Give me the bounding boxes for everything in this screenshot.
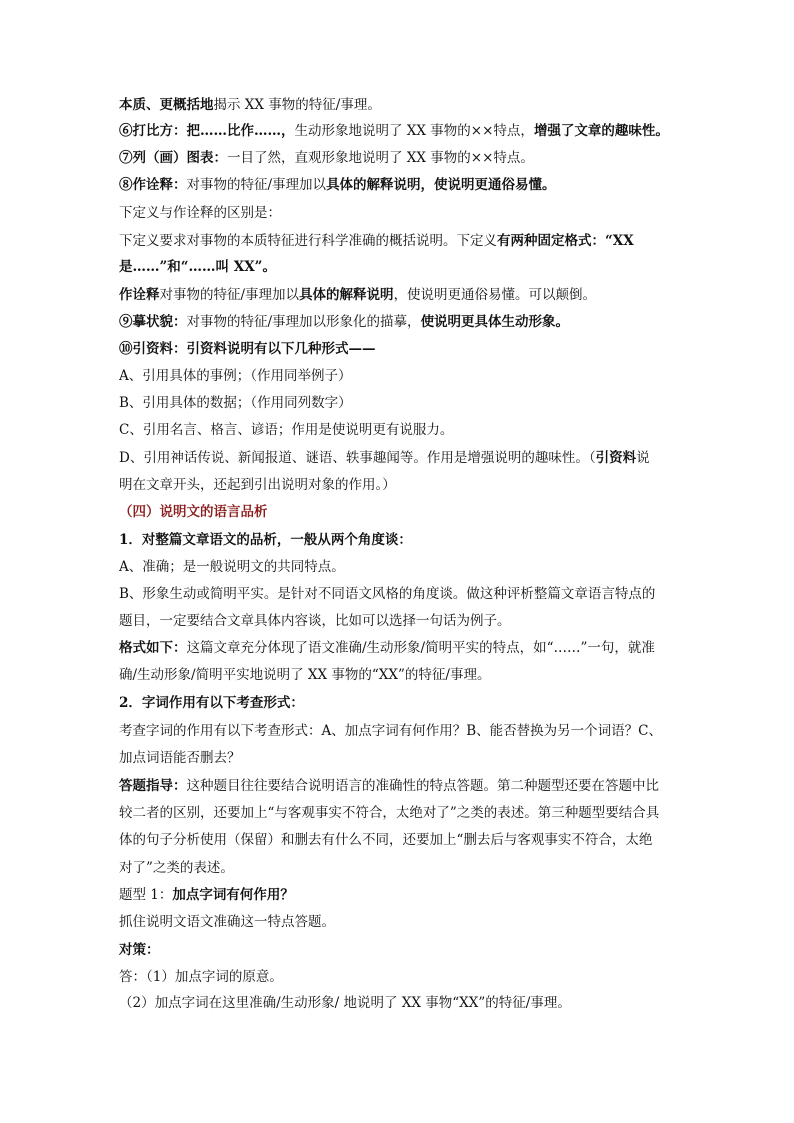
text-run: 说: [636, 450, 650, 466]
text-line: [119, 366, 689, 386]
text-line: [119, 530, 689, 550]
text-run: 明在文章开头，还起到引出说明对象的作用。）: [119, 477, 396, 493]
text-run: A、准确；是一般说明文的共同特点。: [119, 559, 345, 575]
text-line: [119, 665, 689, 685]
text-run: ⑩: [119, 341, 133, 357]
text-run: ⑧: [119, 177, 133, 193]
text-run: 打比方：把……比作……，: [132, 123, 295, 139]
text-line: [119, 967, 689, 987]
text-run: 答：（1）加点字词的原意。: [119, 969, 283, 985]
text-line: [119, 803, 689, 823]
text-run: 增强了文章的趣味性。: [533, 123, 669, 139]
text-line: [119, 475, 689, 495]
text-line: [119, 693, 689, 713]
text-run: 对事物的特征/事理加以: [159, 287, 300, 303]
text-run: 下定义与作诠释的区别是：: [119, 205, 281, 221]
text-line: [119, 393, 689, 413]
text-line: [119, 584, 689, 604]
text-line: [119, 175, 689, 195]
text-run: 列（画）图表：: [132, 150, 227, 166]
text-line: [119, 339, 689, 359]
text-run: 本质、更概括地: [119, 97, 214, 113]
text-run: 一目了然，直观形象地说明了 XX 事物的××特点。: [227, 150, 534, 166]
text-run: （四）说明文的语言品析: [119, 504, 268, 520]
text-run: 揭示 XX 事物的特征/事理。: [213, 97, 381, 113]
text-line: [119, 912, 689, 932]
text-run: 较二者的区别，还要加上“与客观事实不符合，太绝对了”之类的表述。第三种题型要结合具: [119, 805, 660, 821]
text-line: [119, 557, 689, 577]
text-run: 抓住说明文语文准确这一特点答题。: [119, 914, 335, 930]
text-run: 加点词语能否删去？: [119, 750, 241, 766]
text-run: 1．对整篇文章语文的品析，一般从两个角度谈：: [119, 532, 412, 548]
text-line: [119, 885, 689, 905]
text-run: 题型 1：: [119, 887, 173, 903]
text-line: [119, 993, 689, 1013]
text-line: [119, 638, 689, 658]
text-run: 对策：: [119, 942, 160, 958]
text-line: [119, 420, 689, 440]
text-run: 生动形象地说明了 XX 事物的××特点，: [294, 123, 534, 139]
text-line: [119, 257, 689, 277]
text-line: [119, 95, 689, 115]
text-line: [119, 776, 689, 796]
text-run: 加点字词有何作用？: [172, 887, 294, 903]
text-line: [119, 448, 689, 468]
text-run: 2．字词作用有以下考查形式：: [119, 695, 304, 711]
text-run: 使说明更具体生动形象。: [420, 314, 570, 330]
text-run: 考查字词的作用有以下考查形式：A、加点字词有何作用？B、能否替换为另一个词语？C、: [119, 723, 662, 739]
text-run: 下定义要求对事物的本质特征进行科学准确的概括说明。下定义: [119, 233, 497, 249]
text-run: 确/生动形象/简明平实地说明了 XX 事物的“XX”的特征/事理。: [119, 667, 491, 683]
text-run: ⑨: [119, 314, 133, 330]
text-run: ⑥: [119, 123, 133, 139]
text-run: 这篇文章充分体现了语文准确/生动形象/简明平实的特点，如“……”一句，就准: [186, 640, 655, 656]
text-run: 引资料: [595, 450, 637, 466]
text-run: B、引用具体的数据；（作用同列数字）: [119, 395, 352, 411]
text-run: 格式如下：: [119, 640, 187, 656]
text-run: 具体的解释说明，使说明更通俗易懂。: [326, 177, 556, 193]
text-run: 有两种固定格式：“XX: [497, 233, 634, 249]
text-run: 这种题目往往要结合说明语言的准确性的特点答题。第二种题型还要在答题中比: [186, 778, 659, 794]
text-line: [119, 940, 689, 960]
text-run: 引资料：引资料说明有以下几种形式——: [132, 341, 376, 357]
text-line: [119, 858, 689, 878]
text-run: ，使说明更通俗易懂。可以颠倒。: [393, 287, 597, 303]
text-line: [119, 611, 689, 631]
text-run: B、形象生动或简明平实。是针对不同语文风格的角度谈。做这种评析整篇文章语言特点的: [119, 586, 656, 602]
text-run: D、引用神话传说、新闻报道、谜语、轶事趣闻等。作用是增强说明的趣味性。（: [119, 450, 596, 466]
text-line: [119, 312, 689, 332]
text-run: 体的句子分析使用（保留）和删去有什么不同，还要加上“删去后与客观事实不符合，太绝: [119, 832, 653, 848]
text-run: 对了”之类的表述。: [119, 860, 234, 876]
text-run: 作诠释：: [132, 177, 187, 193]
text-line: [119, 148, 689, 168]
text-run: 答题指导：: [119, 778, 187, 794]
text-line: [119, 203, 689, 223]
text-run: C、引用名言、格言、谚语；作用是使说明更有说服力。: [119, 422, 454, 438]
text-line: [119, 830, 689, 850]
text-run: 摹状貌：: [132, 314, 187, 330]
text-line: [119, 285, 689, 305]
text-run: 作诠释: [119, 287, 160, 303]
text-line: [119, 502, 689, 522]
text-run: 题目，一定要结合文章具体内容谈，比如可以选择一句话为例子。: [119, 613, 511, 629]
text-run: （2）加点字词在这里准确/生动形象/ 地说明了 XX 事物“XX”的特征/事理。: [119, 995, 571, 1011]
text-run: 对事物的特征/事理加以: [186, 177, 327, 193]
text-line: [119, 721, 689, 741]
text-line: [119, 121, 689, 141]
text-run: 对事物的特征/事理加以形象化的描摹，: [186, 314, 421, 330]
text-line: [119, 231, 689, 251]
text-line: [119, 748, 689, 768]
text-run: A、引用具体的事例；（作用同举例子）: [119, 368, 352, 384]
text-run: ⑦: [119, 150, 133, 166]
text-run: 具体的解释说明: [299, 287, 394, 303]
text-run: 是……”和“……叫 XX”。: [119, 259, 276, 275]
